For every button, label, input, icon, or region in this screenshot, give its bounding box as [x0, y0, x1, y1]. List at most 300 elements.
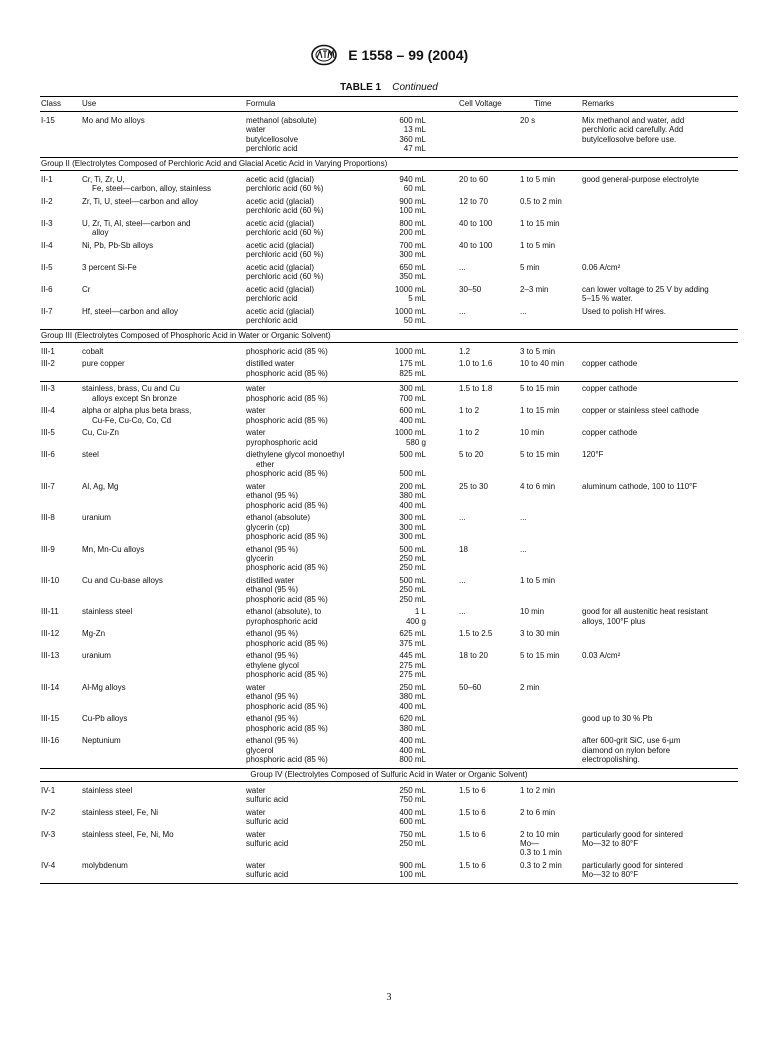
table-title-label: TABLE 1	[340, 82, 382, 93]
table-body	[40, 116, 738, 884]
amount-cell: 825 mL	[399, 368, 426, 378]
table-continued-label: Continued	[392, 82, 438, 93]
use-cell: 3 percent Si-Fe	[82, 262, 137, 272]
use-cell: alloy	[92, 228, 109, 238]
formula-cell: perchloric acid (60 %)	[246, 250, 324, 260]
time-cell: 1 to 5 min	[520, 174, 556, 184]
amount-cell: 400 mL	[399, 736, 426, 746]
group-heading-row	[40, 329, 738, 343]
amount-cell: 275 mL	[399, 670, 426, 680]
remarks-cell: 0.03 A/cm²	[582, 651, 621, 661]
formula-cell: glycerin	[246, 553, 274, 563]
amount-cell: 200 mL	[399, 228, 426, 238]
class-cell: III-8	[41, 513, 55, 523]
amount-cell: 750 mL	[399, 794, 426, 804]
amount-cell: 1000 mL	[394, 346, 426, 356]
formula-cell: acetic acid (glacial)	[246, 240, 315, 250]
table-row	[40, 545, 738, 576]
formula-cell: phosphoric acid (85 %)	[246, 531, 328, 541]
use-cell: Cu, Cu-Zn	[82, 428, 119, 438]
formula-cell: ethanol (95 %)	[246, 585, 299, 595]
formula-cell: perchloric acid (60 %)	[246, 206, 324, 216]
formula-cell: perchloric acid	[246, 144, 298, 154]
class-cell: II-2	[41, 196, 53, 206]
formula-cell: acetic acid (glacial)	[246, 306, 315, 316]
class-cell: III-2	[41, 359, 55, 369]
formula-cell: phosphoric acid (85 %)	[246, 469, 328, 479]
use-cell: Cu and Cu-base alloys	[82, 575, 163, 585]
class-cell: II-7	[41, 306, 53, 316]
time-cell: 10 min	[520, 607, 545, 617]
formula-cell: ethanol (95 %)	[246, 491, 299, 501]
amount-cell: 940 mL	[399, 174, 426, 184]
table-row	[40, 450, 738, 481]
time-cell: 0.3 to 1 min	[520, 848, 562, 858]
formula-cell: distilled water	[246, 359, 295, 369]
table-row	[40, 714, 738, 736]
time-cell: ...	[520, 306, 527, 316]
group-heading-row	[40, 157, 738, 171]
amount-cell: 47 mL	[403, 144, 426, 154]
remarks-cell: particularly good for sintered	[582, 860, 683, 870]
table-row	[40, 219, 738, 241]
remarks-cell: copper or stainless steel cathode	[582, 406, 699, 416]
class-cell: III-15	[41, 714, 60, 724]
class-cell: III-4	[41, 406, 55, 416]
table-row	[40, 861, 738, 883]
use-cell: Cr, Ti, Zr, U,	[82, 174, 125, 184]
formula-cell: sulfuric acid	[246, 816, 289, 826]
class-cell: III-9	[41, 544, 55, 554]
use-cell: Mo and Mo alloys	[82, 116, 145, 125]
time-cell: 2 to 10 min	[520, 829, 560, 839]
use-cell: Cu-Pb alloys	[82, 714, 128, 724]
group-heading: Group III (Electrolytes Composed of Phosphoric Acid in Water or Organic Solvent)	[41, 330, 331, 340]
cell-voltage-cell: 1.0 to 1.6	[459, 359, 493, 369]
formula-cell: ethylene glycol	[246, 660, 299, 670]
cell-voltage-cell: 1.5 to 6	[459, 829, 486, 839]
table-row	[40, 406, 738, 428]
class-cell: III-5	[41, 428, 55, 438]
remarks-cell: aluminum cathode, 100 to 110°F	[582, 481, 698, 491]
use-cell: Mg-Zn	[82, 629, 106, 639]
formula-cell: water	[246, 481, 266, 491]
formula-cell: perchloric acid	[246, 294, 298, 304]
page-number: 3	[386, 992, 392, 1003]
formula-cell: acetic acid (glacial)	[246, 196, 315, 206]
cell-voltage-cell: 30–50	[459, 284, 482, 294]
amount-cell: 400 mL	[399, 807, 426, 817]
amount-cell: 100 mL	[399, 870, 426, 880]
formula-cell: perchloric acid (60 %)	[246, 184, 324, 194]
formula-cell: ether	[256, 459, 275, 469]
amount-cell: 500 mL	[399, 469, 426, 479]
amount-cell: 13 mL	[403, 125, 426, 135]
amount-cell: 60 mL	[403, 184, 426, 194]
remarks-cell: Mix methanol and water, add	[582, 116, 685, 125]
use-cell: stainless, brass, Cu and Cu	[82, 384, 180, 394]
cell-voltage-cell: 1.5 to 1.8	[459, 384, 493, 394]
use-cell: Zr, Ti, U, steel—carbon and alloy	[82, 196, 199, 206]
class-cell: III-16	[41, 736, 60, 746]
cell-voltage-cell: 1.5 to 2.5	[459, 629, 493, 639]
formula-cell: acetic acid (glacial)	[246, 284, 315, 294]
formula-cell: phosphoric acid (85 %)	[246, 500, 328, 510]
cell-voltage-cell: ...	[459, 513, 466, 523]
electrolyte-table	[40, 96, 738, 884]
use-cell: molybdenum	[82, 860, 128, 870]
amount-cell: 350 mL	[399, 272, 426, 282]
amount-cell: 600 mL	[399, 816, 426, 826]
time-cell: ...	[520, 513, 527, 523]
formula-cell: diethylene glycol monoethyl	[246, 450, 345, 460]
group-heading-row	[40, 768, 738, 782]
time-cell: 10 min	[520, 428, 545, 438]
amount-cell: 375 mL	[399, 638, 426, 648]
astm-logo-icon	[310, 44, 338, 66]
table-row	[40, 607, 738, 629]
formula-cell: butylcellosolve	[246, 134, 299, 144]
column-header-class: Class	[41, 99, 62, 108]
table-row	[40, 786, 738, 808]
column-header-use: Use	[82, 99, 97, 108]
cell-voltage-cell: 1.5 to 6	[459, 860, 486, 870]
formula-cell: ethanol (95 %)	[246, 714, 299, 724]
table-row	[40, 116, 738, 157]
table-row	[40, 736, 738, 767]
cell-voltage-cell: 18 to 20	[459, 651, 488, 661]
amount-cell: 250 mL	[399, 553, 426, 563]
remarks-cell: good for all austenitic heat resistant	[582, 607, 708, 617]
amount-cell: 445 mL	[399, 651, 426, 661]
cell-voltage-cell: ...	[459, 262, 466, 272]
class-cell: I-15	[41, 116, 55, 125]
class-cell: III-13	[41, 651, 60, 661]
class-cell: III-1	[41, 346, 55, 356]
table-row	[40, 513, 738, 544]
amount-cell: 300 mL	[399, 531, 426, 541]
amount-cell: 1000 mL	[394, 306, 426, 316]
amount-cell: 360 mL	[399, 134, 426, 144]
cell-voltage-cell: 40 to 100	[459, 240, 493, 250]
amount-cell: 380 mL	[399, 692, 426, 702]
amount-cell: 250 mL	[399, 594, 426, 604]
cell-voltage-cell: 50–60	[459, 682, 482, 692]
remarks-cell: 0.06 A/cm²	[582, 262, 621, 272]
class-cell: II-3	[41, 218, 53, 228]
time-cell: 0.3 to 2 min	[520, 860, 562, 870]
amount-cell: 1 L	[414, 607, 426, 617]
time-cell: ...	[520, 544, 527, 554]
amount-cell: 600 mL	[399, 116, 426, 125]
time-cell: 1 to 15 min	[520, 406, 560, 416]
column-header-time: Time	[534, 99, 552, 108]
cell-voltage-cell: 1.2	[459, 346, 471, 356]
cell-voltage-cell: 1.5 to 6	[459, 807, 486, 817]
cell-voltage-cell: 20 to 60	[459, 174, 488, 184]
formula-cell: glycerin (cp)	[246, 522, 290, 532]
formula-cell: acetic acid (glacial)	[246, 218, 315, 228]
formula-cell: water	[246, 406, 266, 416]
column-header-formula: Formula	[246, 99, 276, 108]
cell-voltage-cell: 1 to 2	[459, 428, 480, 438]
table-row	[40, 830, 738, 861]
class-cell: II-4	[41, 240, 53, 250]
document-id: E 1558 – 99 (2004)	[348, 47, 469, 63]
remarks-cell: particularly good for sintered	[582, 829, 683, 839]
group-heading: Group II (Electrolytes Composed of Perchloric Acid and Glacial Acetic Acid in Varying Proportions)	[41, 158, 388, 168]
table-row	[40, 359, 738, 382]
formula-cell: water	[246, 384, 266, 394]
table-row	[40, 241, 738, 263]
formula-cell: phosphoric acid (85 %)	[246, 670, 328, 680]
amount-cell: 300 mL	[399, 522, 426, 532]
table-header-row	[40, 96, 738, 112]
cell-voltage-cell: ...	[459, 607, 466, 617]
amount-cell: 250 mL	[399, 838, 426, 848]
formula-cell: ethanol (absolute), to	[246, 607, 322, 617]
amount-cell: 620 mL	[399, 714, 426, 724]
formula-cell: ethanol (95 %)	[246, 544, 299, 554]
use-cell: stainless steel	[82, 607, 133, 617]
column-header-remarks: Remarks	[582, 99, 615, 108]
table-row	[40, 576, 738, 607]
time-cell: 3 to 30 min	[520, 629, 560, 639]
remarks-cell: copper cathode	[582, 384, 638, 394]
table-row	[40, 651, 738, 682]
table-row	[40, 285, 738, 307]
table-row	[40, 629, 738, 651]
amount-cell: 800 mL	[399, 218, 426, 228]
formula-cell: water	[246, 428, 266, 438]
formula-cell: methanol (absolute)	[246, 116, 317, 125]
remarks-cell: perchloric acid carefully. Add	[582, 125, 684, 135]
remarks-cell: can lower voltage to 25 V by adding	[582, 284, 709, 294]
formula-cell: phosphoric acid (85 %)	[246, 594, 328, 604]
formula-cell: ethanol (95 %)	[246, 736, 299, 746]
class-cell: II-6	[41, 284, 53, 294]
use-cell: stainless steel, Fe, Ni	[82, 807, 159, 817]
cell-voltage-cell: 5 to 20	[459, 450, 484, 460]
amount-cell: 400 mL	[399, 701, 426, 711]
amount-cell: 700 mL	[399, 393, 426, 403]
time-cell: 1 to 5 min	[520, 575, 556, 585]
remarks-cell: copper cathode	[582, 428, 638, 438]
time-cell: 10 to 40 min	[520, 359, 565, 369]
amount-cell: 1000 mL	[394, 284, 426, 294]
cell-voltage-cell: 18	[459, 544, 468, 554]
amount-cell: 300 mL	[399, 250, 426, 260]
amount-cell: 1000 mL	[394, 428, 426, 438]
group-heading: Group IV (Electrolytes Composed of Sulfuric Acid in Water or Organic Solvent)	[250, 769, 528, 779]
time-cell: 2–3 min	[520, 284, 549, 294]
formula-cell: phosphoric acid (85 %)	[246, 723, 328, 733]
use-cell: Fe, steel—carbon, alloy, stainless	[92, 184, 212, 194]
use-cell: uranium	[82, 513, 111, 523]
remarks-cell: good up to 30 % Pb	[582, 714, 653, 724]
table-row	[40, 683, 738, 714]
table-row	[40, 482, 738, 513]
use-cell: stainless steel, Fe, Ni, Mo	[82, 829, 174, 839]
cell-voltage-cell: 1.5 to 6	[459, 785, 486, 795]
table-row	[40, 307, 738, 329]
table-row	[40, 175, 738, 197]
table-row	[40, 384, 738, 406]
amount-cell: 175 mL	[399, 359, 426, 369]
amount-cell: 600 mL	[399, 406, 426, 416]
amount-cell: 400 mL	[399, 745, 426, 755]
column-header-cell-voltage: Cell Voltage	[459, 99, 502, 108]
amount-cell: 5 mL	[408, 294, 426, 304]
cell-voltage-cell: ...	[459, 575, 466, 585]
amount-cell: 380 mL	[399, 491, 426, 501]
amount-cell: 400 mL	[399, 500, 426, 510]
class-cell: IV-1	[41, 785, 56, 795]
use-cell: alpha or alpha plus beta brass,	[82, 406, 192, 416]
amount-cell: 250 mL	[399, 785, 426, 795]
formula-cell: water	[246, 807, 266, 817]
formula-cell: phosphoric acid (85 %)	[246, 393, 328, 403]
class-cell: IV-4	[41, 860, 56, 870]
formula-cell: acetic acid (glacial)	[246, 174, 315, 184]
formula-cell: phosphoric acid (85 %)	[246, 346, 328, 356]
formula-cell: perchloric acid (60 %)	[246, 228, 324, 238]
amount-cell: 250 mL	[399, 563, 426, 573]
time-cell: 1 to 5 min	[520, 240, 556, 250]
amount-cell: 200 mL	[399, 481, 426, 491]
time-cell: 0.5 to 2 min	[520, 196, 562, 206]
formula-cell: sulfuric acid	[246, 794, 289, 804]
formula-cell: water	[246, 860, 266, 870]
class-cell: II-1	[41, 174, 53, 184]
time-cell: 1 to 15 min	[520, 218, 560, 228]
remarks-cell: Mo—32 to 80°F	[582, 838, 639, 848]
amount-cell: 800 mL	[399, 754, 426, 764]
formula-cell: sulfuric acid	[246, 870, 289, 880]
amount-cell: 900 mL	[399, 196, 426, 206]
document-header	[0, 44, 778, 66]
amount-cell: 750 mL	[399, 829, 426, 839]
formula-cell: water	[246, 682, 266, 692]
time-cell: 2 to 6 min	[520, 807, 556, 817]
formula-cell: acetic acid (glacial)	[246, 262, 315, 272]
class-cell: III-14	[41, 682, 60, 692]
formula-cell: ethanol (95 %)	[246, 629, 299, 639]
amount-cell: 400 mL	[399, 415, 426, 425]
formula-cell: phosphoric acid (85 %)	[246, 563, 328, 573]
formula-cell: water	[246, 125, 266, 135]
amount-cell: 625 mL	[399, 629, 426, 639]
formula-cell: phosphoric acid (85 %)	[246, 701, 328, 711]
remarks-cell: after 600-grit SiC, use 6-µm	[582, 736, 681, 746]
amount-cell: 500 mL	[399, 450, 426, 460]
class-cell: III-10	[41, 575, 60, 585]
cell-voltage-cell: 40 to 100	[459, 218, 493, 228]
cell-voltage-cell: 12 to 70	[459, 196, 488, 206]
amount-cell: 400 g	[405, 616, 426, 626]
amount-cell: 300 mL	[399, 384, 426, 394]
remarks-cell: good general-purpose electrolyte	[582, 174, 699, 184]
formula-cell: glycerol	[246, 745, 274, 755]
use-cell: U, Zr, Ti, Al, steel—carbon and	[82, 218, 191, 228]
use-cell: uranium	[82, 651, 111, 661]
use-cell: cobalt	[82, 346, 104, 356]
table-row	[40, 428, 738, 450]
cell-voltage-cell: 1 to 2	[459, 406, 480, 416]
amount-cell: 250 mL	[399, 682, 426, 692]
remarks-cell: butylcellosolve before use.	[582, 134, 677, 144]
formula-cell: phosphoric acid (85 %)	[246, 754, 328, 764]
time-cell: 4 to 6 min	[520, 481, 556, 491]
amount-cell: 50 mL	[403, 316, 426, 326]
amount-cell: 100 mL	[399, 206, 426, 216]
time-cell: 1 to 2 min	[520, 785, 556, 795]
formula-cell: phosphoric acid (85 %)	[246, 638, 328, 648]
amount-cell: 500 mL	[399, 575, 426, 585]
cell-voltage-cell: ...	[459, 306, 466, 316]
use-cell: Neptunium	[82, 736, 121, 746]
table-row	[40, 197, 738, 219]
time-cell: 3 to 5 min	[520, 346, 556, 356]
amount-cell: 300 mL	[399, 513, 426, 523]
class-cell: IV-2	[41, 807, 56, 817]
table-title	[0, 82, 778, 93]
use-cell: stainless steel	[82, 785, 133, 795]
time-cell: 5 to 15 min	[520, 384, 560, 394]
time-cell: 5 to 15 min	[520, 450, 560, 460]
use-cell: Hf, steel—carbon and alloy	[82, 306, 179, 316]
class-cell: III-7	[41, 481, 55, 491]
formula-cell: phosphoric acid (85 %)	[246, 368, 328, 378]
amount-cell: 700 mL	[399, 240, 426, 250]
formula-cell: perchloric acid (60 %)	[246, 272, 324, 282]
formula-cell: water	[246, 785, 266, 795]
cell-voltage-cell: 25 to 30	[459, 481, 488, 491]
time-cell: 5 to 15 min	[520, 651, 560, 661]
amount-cell: 500 mL	[399, 544, 426, 554]
formula-cell: distilled water	[246, 575, 295, 585]
amount-cell: 580 g	[405, 437, 426, 447]
use-cell: pure copper	[82, 359, 125, 369]
use-cell: Cu-Fe, Cu-Co, Co, Cd	[92, 415, 172, 425]
formula-cell: pyrophosphoric acid	[246, 437, 318, 447]
use-cell: Cr	[82, 284, 91, 294]
formula-cell: pyrophosphoric acid	[246, 616, 318, 626]
formula-cell: perchloric acid	[246, 316, 298, 326]
amount-cell: 650 mL	[399, 262, 426, 272]
amount-cell: 250 mL	[399, 585, 426, 595]
time-cell: Mo—	[520, 838, 540, 848]
amount-cell: 380 mL	[399, 723, 426, 733]
remarks-cell: copper cathode	[582, 359, 638, 369]
remarks-cell: alloys, 100°F plus	[582, 616, 646, 626]
formula-cell: sulfuric acid	[246, 838, 289, 848]
formula-cell: ethanol (95 %)	[246, 651, 299, 661]
class-cell: IV-3	[41, 829, 56, 839]
class-cell: II-5	[41, 262, 53, 272]
time-cell: 5 min	[520, 262, 540, 272]
class-cell: III-12	[41, 629, 60, 639]
use-cell: Mn, Mn-Cu alloys	[82, 544, 145, 554]
remarks-cell: 120°F	[582, 450, 604, 460]
class-cell: III-11	[41, 607, 59, 617]
table-row	[40, 263, 738, 285]
amount-cell: 900 mL	[399, 860, 426, 870]
formula-cell: ethanol (95 %)	[246, 692, 299, 702]
time-cell: 20 s	[520, 116, 536, 125]
remarks-cell: diamond on nylon before	[582, 745, 671, 755]
use-cell: alloys except Sn bronze	[92, 393, 177, 403]
